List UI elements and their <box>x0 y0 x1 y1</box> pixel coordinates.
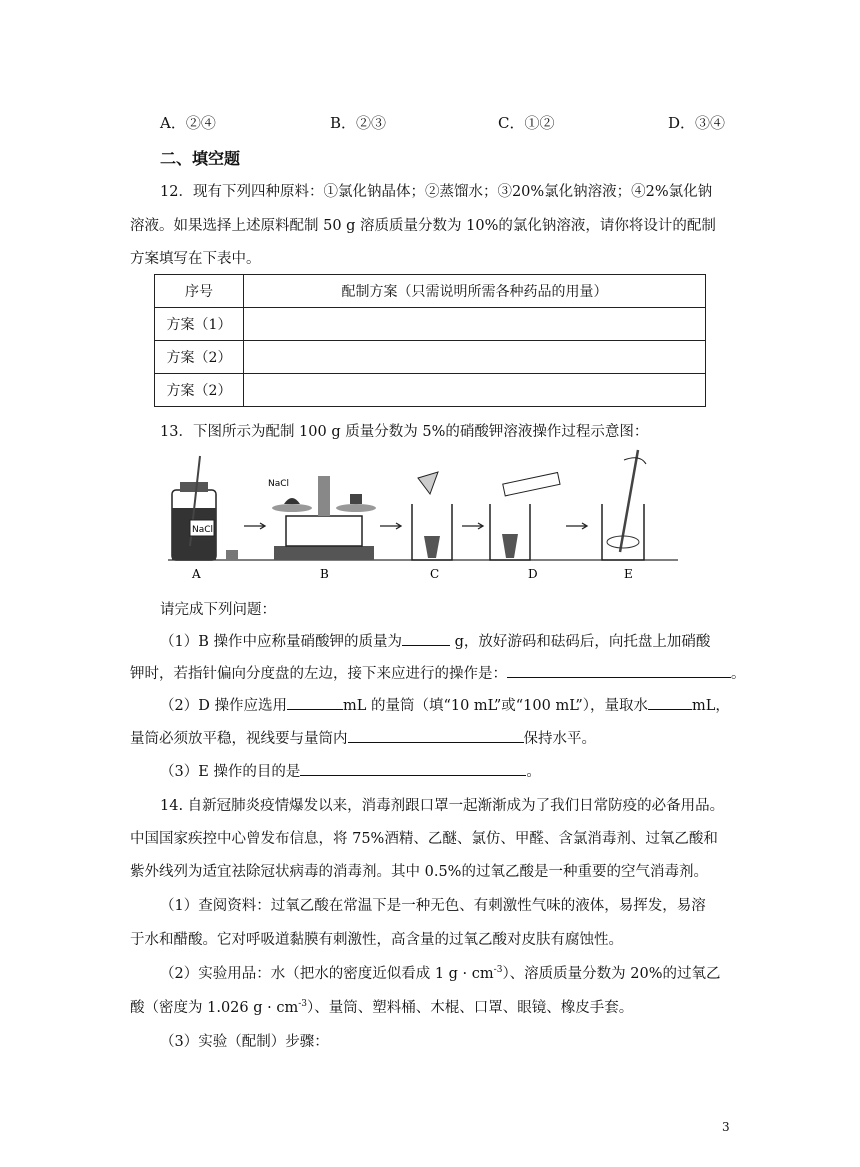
answer-blank[interactable] <box>402 631 450 646</box>
q12-line-2: 溶液。如果选择上述原料配制 50 g 溶质质量分数为 10%的氯化钠溶液，请你将设计的配制 <box>130 218 716 234</box>
figure-label-d: D <box>528 567 538 581</box>
option-d: D．③④ <box>668 114 726 132</box>
q14-step3: （3）实验（配制）步骤： <box>160 1034 329 1050</box>
figure-label-e: E <box>624 567 633 581</box>
q13-prompt: 请完成下列问题： <box>160 602 276 618</box>
option-b: B．②③ <box>330 114 387 132</box>
figure-label-c: C <box>430 567 440 581</box>
q13-part2-line2: 量筒必须放平稳，视线要与量筒内 保持水平。 <box>130 727 730 748</box>
q14-line-3: 紫外线列为适宜祛除冠状病毒的消毒剂。其中 0.5%的过氧乙酸是一种重要的空气消毒剂。 <box>130 864 708 880</box>
option-a: A．②④ <box>160 114 216 132</box>
answer-blank[interactable] <box>300 761 526 776</box>
arrow-icon <box>566 523 587 529</box>
answer-blank[interactable] <box>507 663 731 678</box>
balance-icon <box>268 476 376 560</box>
arrow-icon <box>462 523 483 529</box>
q12-line-1: 12．现有下列四种原料：①氯化钠晶体；②蒸馏水；③20%氯化钠溶液；④2%氯化钠 <box>160 184 713 200</box>
table-row <box>155 341 706 374</box>
q13-intro: 13．下图所示为配制 100 g 质量分数为 5%的硝酸钾溶液操作过程示意图： <box>160 424 649 440</box>
beaker-icon <box>412 472 452 560</box>
table-cell-label: 方案（1） <box>155 308 244 341</box>
q13-part1-line2: 钾时，若指针偏向分度盘的左边，接下来应进行的操作是： 。 <box>130 662 730 683</box>
section-heading: 二、填空题 <box>160 149 241 168</box>
table-cell-label: 方案（2） <box>155 341 244 374</box>
plan-table <box>154 274 706 407</box>
option-c: C．①② <box>498 114 555 132</box>
figure-label-a: A <box>192 567 201 581</box>
page-number: 3 <box>722 1120 730 1134</box>
lab-procedure-figure <box>168 446 678 586</box>
arrow-icon <box>244 523 265 529</box>
pan-label: NaCl <box>268 479 290 489</box>
q13-part1-line1: （1）B 操作中应称量硝酸钾的质量为 g，放好游码和砝码后，向托盘上加硝酸 <box>160 630 760 651</box>
q14-step1-line2: 于水和醋酸。它对呼吸道黏膜有刺激性，高含量的过氧乙酸对皮肤有腐蚀性。 <box>130 932 623 948</box>
q14-line-1: 14. 自新冠肺炎疫情爆发以来，消毒剂跟口罩一起渐渐成为了我们日常防疫的必备用品。 <box>160 798 725 814</box>
q14-step1-line1: （1）查阅资料：过氧乙酸在常温下是一种无色、有刺激性气味的液体，易挥发，易溶 <box>160 898 706 914</box>
answer-blank[interactable] <box>287 695 343 710</box>
table-cell-answer[interactable] <box>244 374 706 407</box>
q14-step2-line1: （2）实验用品：水（把水的密度近似看成 1 $g \cdot cm^{-3}$）、溶质质量分数为 20%的过氧乙 <box>160 965 721 982</box>
table-cell-answer[interactable] <box>244 308 706 341</box>
q13-part2-line1: （2）D 操作应选用 mL 的量筒（填“10 mL”或“100 mL”），量取水 mL， <box>160 694 760 715</box>
q12-line-3: 方案填写在下表中。 <box>130 251 261 267</box>
table-cell-label: 方案（2） <box>155 374 244 407</box>
table-row <box>155 308 706 341</box>
figure-label-b: B <box>320 567 329 581</box>
answer-blank[interactable] <box>348 728 524 743</box>
q13-part3: （3）E 操作的目的是 。 <box>160 760 760 781</box>
q14-line-2: 中国国家疾控中心曾发布信息，将 75%酒精、乙醚、氯仿、甲醛、含氯消毒剂、过氧乙酸和 <box>130 831 718 847</box>
table-header-row <box>155 275 706 308</box>
table-row <box>155 374 706 407</box>
answer-blank[interactable] <box>648 695 692 710</box>
reagent-jar-icon <box>172 456 238 560</box>
jar-label: NaCl <box>192 525 214 535</box>
stirring-beaker-icon <box>602 450 646 560</box>
table-header-plan: 配制方案（只需说明所需各种药品的用量） <box>244 275 706 308</box>
table-cell-answer[interactable] <box>244 341 706 374</box>
q14-step2-line2: 酸（密度为 1.026 $g \cdot cm^{-3}$）、量筒、塑料桶、木棍、口罩、眼镜、橡皮手套。 <box>130 999 634 1016</box>
arrow-icon <box>380 523 401 529</box>
table-header-index: 序号 <box>155 275 244 308</box>
beaker-cylinder-icon <box>490 472 560 560</box>
